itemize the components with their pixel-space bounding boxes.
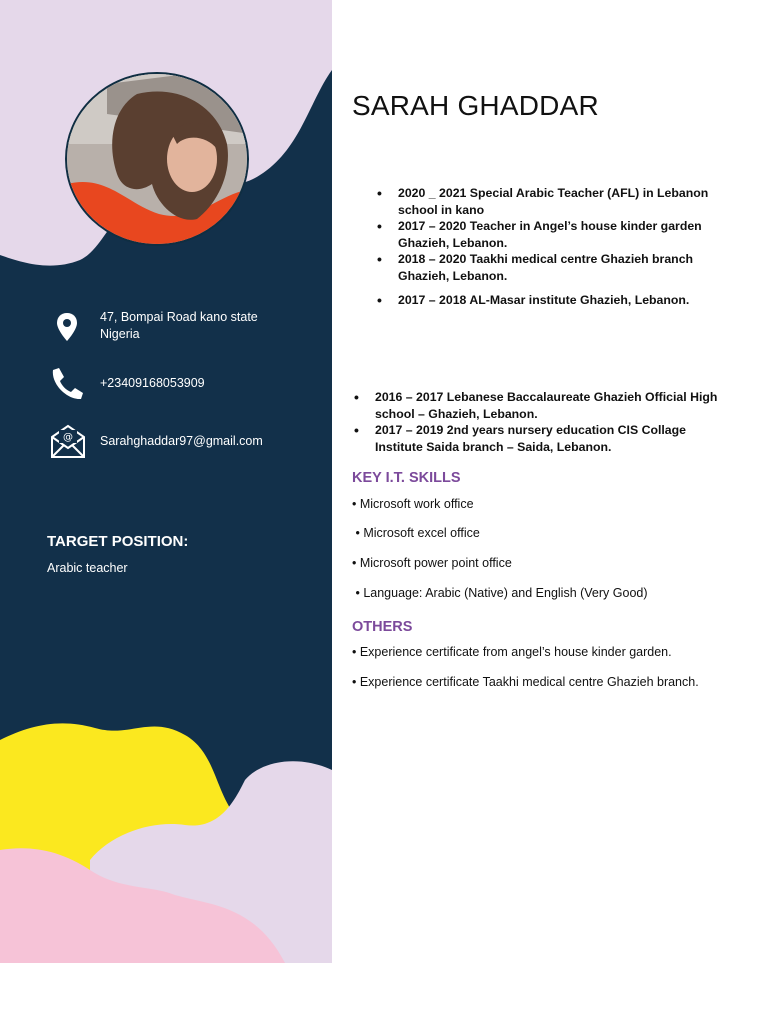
target-position-heading: TARGET POSITION:	[47, 533, 189, 550]
profile-photo-image	[67, 74, 249, 246]
email-address: Sarahghaddar97@gmail.com	[100, 434, 263, 448]
target-position-value: Arabic teacher	[47, 561, 128, 575]
profile-photo	[65, 72, 249, 246]
skill-item: • Language: Arabic (Native) and English (Very Good)	[352, 586, 648, 600]
others-item: • Experience certificate from angel’s house kinder garden.	[352, 645, 672, 659]
address-line1: 47, Bompai Road kano state	[100, 310, 258, 324]
address-line2: Nigeria	[100, 327, 140, 341]
others-item: • Experience certificate Taakhi medical centre Ghazieh branch.	[352, 675, 699, 689]
skill-item: • Microsoft excel office	[352, 526, 480, 540]
list-item: • 2018 – 2020 Taakhi medical centre Ghazieh branch Ghazieh, Lebanon.	[377, 251, 694, 283]
education-list	[354, 389, 735, 455]
phone-icon	[49, 366, 85, 400]
skill-item: • Microsoft work office	[352, 497, 474, 511]
others-heading: OTHERS	[352, 619, 413, 635]
candidate-name: SARAH GHADDAR	[352, 90, 599, 121]
address	[100, 309, 300, 343]
svg-text:@: @	[63, 432, 73, 443]
sidebar	[0, 0, 332, 963]
skills-heading: KEY I.T. SKILLS	[352, 470, 461, 486]
skill-item: • Microsoft power point office	[352, 556, 512, 570]
list-item: • 2017 – 2020 Teacher in Angel’s house kinder garden Ghazieh, Lebanon.	[377, 218, 702, 250]
list-item: • 2020 _ 2021 Special Arabic Teacher (AFL) in Lebanon school in kano	[377, 185, 709, 217]
experience-list	[377, 185, 728, 309]
list-item: • 2016 – 2017 Lebanese Baccalaureate Ghazieh Official High school – Ghazieh, Lebanon.	[354, 389, 718, 421]
email-envelope-icon	[50, 423, 86, 459]
list-item: • 2017 – 2018 AL-Masar institute Ghazieh, Lebanon.	[377, 292, 690, 308]
list-item: • 2017 – 2019 2nd years nursery education CIS Collage Institute Saida branch – Saida, Lebanon.	[354, 422, 686, 454]
location-pin-icon	[55, 312, 79, 342]
phone-number: +23409168053909	[100, 376, 205, 390]
